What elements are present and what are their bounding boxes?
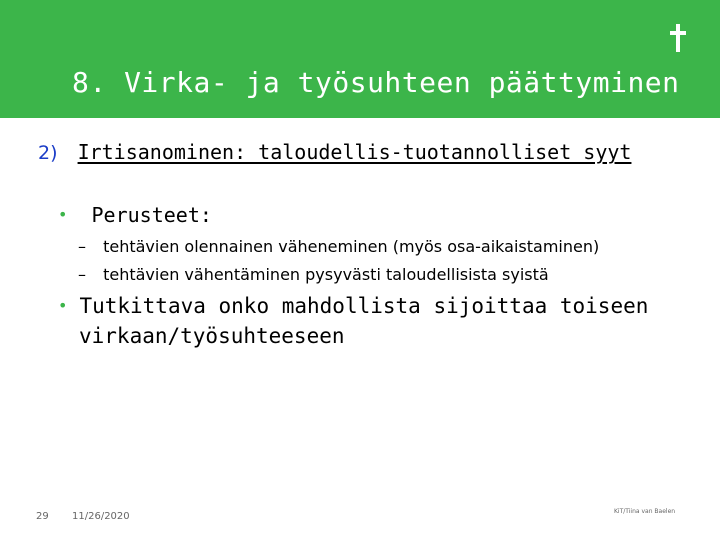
sub-item	[78, 237, 599, 256]
section-heading	[38, 140, 631, 164]
sub-item-text: tehtävien vähentäminen pysyvästi taloudellisista syistä	[103, 265, 549, 284]
bullet-text-line2: virkaan/työsuhteeseen	[79, 324, 345, 348]
section-number: 2)	[38, 142, 58, 164]
section-heading-text: Irtisanominen: taloudellis-tuotannolliset syyt	[77, 140, 632, 164]
dash-icon: –	[78, 237, 86, 256]
footer-author: KiT/Tiina van Baelen	[614, 508, 676, 515]
bullet-perusteet	[58, 203, 212, 227]
bullet-text: Perusteet:	[91, 203, 212, 227]
bullet-tutkittava	[58, 292, 648, 351]
footer-date: 11/26/2020	[72, 511, 130, 522]
slide-title: 8. Virka- ja työsuhteen päättyminen	[72, 66, 680, 99]
cross-icon	[663, 18, 693, 58]
page-number: 29	[36, 511, 49, 522]
bullet-icon: •	[58, 205, 68, 224]
dash-icon: –	[78, 265, 86, 284]
sub-item	[78, 265, 549, 284]
title-banner	[0, 0, 720, 118]
bullet-text-line1: Tutkittava onko mahdollista sijoittaa toiseen	[79, 294, 649, 318]
sub-item-text: tehtävien olennainen väheneminen (myös osa-aikaistaminen)	[103, 237, 600, 256]
bullet-icon: •	[58, 296, 68, 315]
